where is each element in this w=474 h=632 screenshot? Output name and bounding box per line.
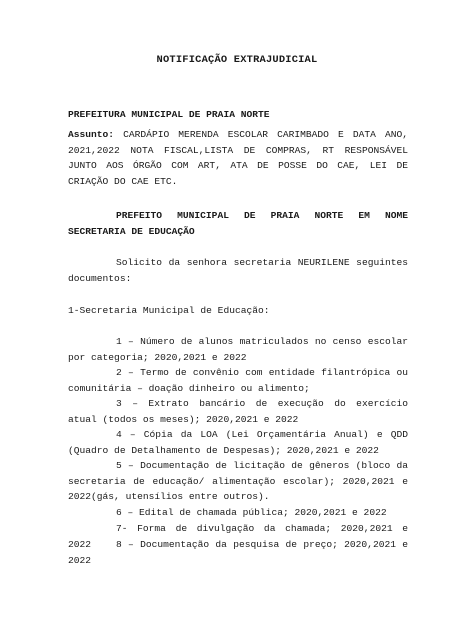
section-heading: 1-Secretaria Municipal de Educação: bbox=[68, 305, 270, 316]
list-item: 8 – Documentação da pesquisa de preço; 2020,2021 e 2022 bbox=[68, 539, 408, 566]
subject-text: CARDÁPIO MERENDA ESCOLAR CARIMBADO E DATA ANO, 2021,2022 NOTA FISCAL,LISTA DE COMPRAS, RT RESPONSÁVEL JUNTO AOS ÓRGÃO COM ART, ATA DE POSSE DO CAE, LEI DE CRIAÇÃO DO CAE ETC. bbox=[68, 129, 408, 187]
subject-label: Assunto: bbox=[68, 129, 115, 140]
list-item: 7- Forma de divulgação da chamada; 2020,2021 e 2022 bbox=[68, 523, 408, 550]
list-item: 3 – Extrato bancário de execução do exercício atual (todos os meses); 2020,2021 e 2022 bbox=[68, 398, 408, 425]
subject-paragraph bbox=[68, 127, 408, 189]
list-item: 4 – Cópia da LOA (Lei Orçamentária Anual) e QDD (Quadro de Detalhamento de Despesas); 2020,2021 e 2022 bbox=[68, 429, 408, 456]
addressee-heading: PREFEITO MUNICIPAL DE PRAIA NORTE EM NOME SECRETARIA DE EDUCAÇÃO bbox=[68, 210, 408, 237]
list-item: 5 – Documentação de licitação de gêneros (bloco da secretaria de educação/ alimentação escolar); 2020,2021 e 2022(gás, utensílios entre outros). bbox=[68, 460, 408, 503]
list-item: 6 – Edital de chamada pública; 2020,2021 e 2022 bbox=[116, 507, 387, 518]
list-item: 1 – Número de alunos matriculados no censo escolar por categoria; 2020,2021 e 2022 bbox=[68, 336, 408, 363]
document-title: NOTIFICAÇÃO EXTRAJUDICIAL bbox=[156, 54, 318, 66]
recipient-line: PREFEITURA MUNICIPAL DE PRAIA NORTE bbox=[68, 109, 270, 120]
list-item: 2 – Termo de convênio com entidade filantrópica ou comunitária – doação dinheiro ou alimento; bbox=[68, 367, 408, 394]
request-intro: Solicito da senhora secretaria NEURILENE seguintes documentos: bbox=[68, 257, 408, 284]
